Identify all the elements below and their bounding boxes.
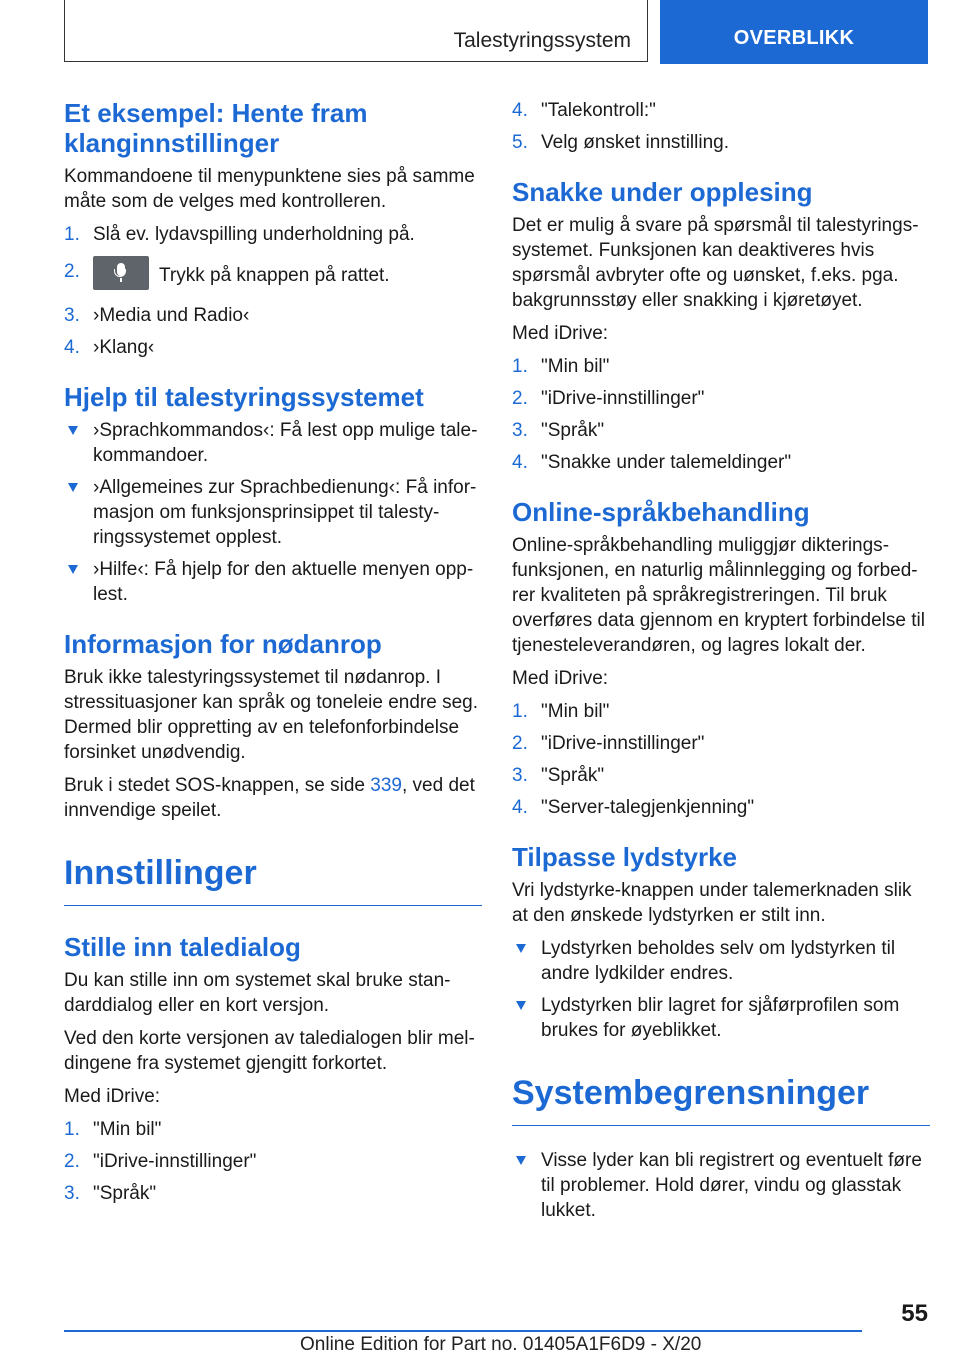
item-text: ›Hilfe‹: Få hjelp for den aktuelle menyen opplest. [93,559,474,605]
step-number: 1. [512,701,528,722]
microphone-icon [117,263,125,276]
bullet-list [64,418,482,607]
paragraph: Bruk ikke talestyringssystemet til nødanrop. I stressituasjoner kan språk og toneleie endre seg. Dermed blir oppretting av en telefonforbindelse forsinket unødvendig. [64,667,479,763]
step-text: "Språk" [541,420,605,441]
paragraph: Med iDrive: [512,323,609,344]
list-item [64,303,482,328]
step-text: "Min bil" [541,701,610,722]
paragraph [64,773,482,823]
triangle-bullet-icon [68,426,78,435]
paragraph: Online-språkbehandling muliggjør dikteringsfunksjonen, en naturlig målinnlegging og forbedrer kvaliteten på språkregistreringen. Til bruk overføres data gjennom en kryptert forbindelse til tjenesteleverandøren, og lagres lokalt der. [512,535,925,656]
step-number: 4. [512,100,528,121]
step-number: 4. [512,797,528,818]
step-number: 3. [512,420,528,441]
list-item [512,1148,930,1223]
triangle-bullet-icon [68,565,78,574]
item-text: ›Allgemeines zur Sprachbedienung‹: Få informasjon om funksjonsprinsippet til talestyringssystemet opplest. [93,477,477,548]
paragraph: Kommandoene til menypunktene sies på samme måte som de velges med kontrolleren. [64,166,475,212]
paragraph: Vri lydstyrke-knappen under talemerknaden slik at den ønskede lydstyrken er stilt inn. [512,880,912,926]
edition-text: Online Edition for Part no. 01405A1F6D9 - X/20 [300,1334,702,1355]
triangle-bullet-icon [516,944,526,953]
steps-list [512,699,930,820]
step-number: 2. [512,733,528,754]
paragraph: Ved den korte versjonen av taledialogen blir meldingene fra systemet gjengitt forkortet. [64,1028,475,1074]
paragraph: Med iDrive: [512,668,609,689]
list-item [512,731,930,756]
step-number: 3. [512,765,528,786]
heading-klanginnstillinger: Et eksempel: Hente fram klanginnstillinger [64,98,368,158]
list-item [64,557,482,607]
step-text: "iDrive-innstillinger" [93,1151,257,1172]
list-item [512,795,930,820]
step-text: "Min bil" [93,1119,162,1140]
bullet-list [512,1148,930,1223]
right-column [512,98,930,1231]
list-item [512,354,930,379]
step-text: "Språk" [541,765,605,786]
step-text: "Min bil" [541,356,610,377]
step-text: "Språk" [93,1183,157,1204]
step-number: 1. [512,356,528,377]
step-text: "Snakke under talemeldinger" [541,452,792,473]
chapter-heading-innstillinger: Innstillinger [64,853,482,906]
paragraph: Det er mulig å svare på spørsmål til talestyringssystemet. Funksjonen kan deaktiveres hvis spørsmål avbryter ofte og uønsket, f.eks. pga. bakgrunnsstøy eller snakking i kjøretøyet. [512,215,919,311]
voice-button-image [93,256,149,290]
step-text: Velg ønsket innstilling. [541,132,729,153]
list-item [64,1181,482,1206]
paragraph: Med iDrive: [64,1086,161,1107]
bullet-list [512,936,930,1043]
triangle-bullet-icon [68,483,78,492]
step-number: 2. [64,1151,80,1172]
step-number: 1. [64,224,80,245]
page-number: 55 [901,1300,928,1327]
step-number: 4. [512,452,528,473]
steps-list [512,98,930,155]
list-item [64,1149,482,1174]
heading-hjelp: Hjelp til talestyringssystemet [64,382,424,412]
list-item [512,450,930,475]
list-item [512,763,930,788]
list-item [64,475,482,550]
list-item [64,222,482,247]
triangle-bullet-icon [516,1001,526,1010]
step-text: Slå ev. lydavspilling underholdning på. [93,224,415,245]
step-text: "Talekontroll:" [541,100,656,121]
left-column [64,98,482,1214]
heading-lydstyrke: Tilpasse lydstyrke [512,842,737,872]
steps-list [64,1117,482,1206]
item-text: Lydstyrken beholdes selv om lydstyrken til andre lydkilder endres. [541,938,896,984]
step-text: "iDrive-innstillinger" [541,388,705,409]
footer-divider [64,1330,862,1332]
heading-snakke: Snakke under opplesing [512,177,813,207]
steps-list [64,222,482,360]
section-title: Talestyringssystem [453,29,631,52]
list-item [64,259,482,293]
step-number: 4. [64,337,80,358]
list-item [64,335,482,360]
triangle-bullet-icon [516,1156,526,1165]
paragraph: Du kan stille inn om systemet skal bruke standarddialog eller en kort versjon. [64,970,451,1016]
list-item [512,699,930,724]
step-text: "iDrive-innstillinger" [541,733,705,754]
step-text: ›Klang‹ [93,337,155,358]
list-item [512,993,930,1043]
step-text: "Server-talegjenkjenning" [541,797,755,818]
list-item [64,418,482,468]
item-text: ›Sprachkommandos‹: Få lest opp mulige talekommandoer. [93,420,478,466]
chapter-heading-systembegrensninger: Systembegrensninger [512,1073,930,1126]
text-run: Bruk i stedet SOS-knappen, se side [64,775,371,796]
list-item [64,1117,482,1142]
item-text: Lydstyrken blir lagret for sjåførprofilen som brukes for øyeblikket. [541,995,900,1041]
heading-taledialog: Stille inn taledialog [64,932,301,962]
item-text: Visse lyder kan bli registrert og eventuelt føre til problemer. Hold dører, vindu og glasstak lukket. [541,1150,922,1221]
steps-list [512,354,930,475]
list-item [512,386,930,411]
page-link[interactable]: 339 [370,775,402,796]
section-header-box [64,0,648,62]
step-number: 5. [512,132,528,153]
step-text: Trykk på knappen på rattet. [159,265,390,287]
step-number: 2. [64,261,80,282]
list-item [512,418,930,443]
page-header [64,0,928,64]
heading-nodanrop: Informasjon for nødanrop [64,629,382,659]
chapter-tab[interactable]: OVERBLIKK [660,0,928,64]
list-item [512,130,930,155]
text-run: , ved det innvendige speilet. [64,775,475,821]
list-item [512,936,930,986]
step-number: 1. [64,1119,80,1140]
step-text: ›Media und Radio‹ [93,305,250,326]
heading-online-sprak: Online-språkbehandling [512,497,810,527]
step-number: 3. [64,1183,80,1204]
step-number: 2. [512,388,528,409]
list-item [512,98,930,123]
step-number: 3. [64,305,80,326]
footer-edition [300,1334,960,1356]
